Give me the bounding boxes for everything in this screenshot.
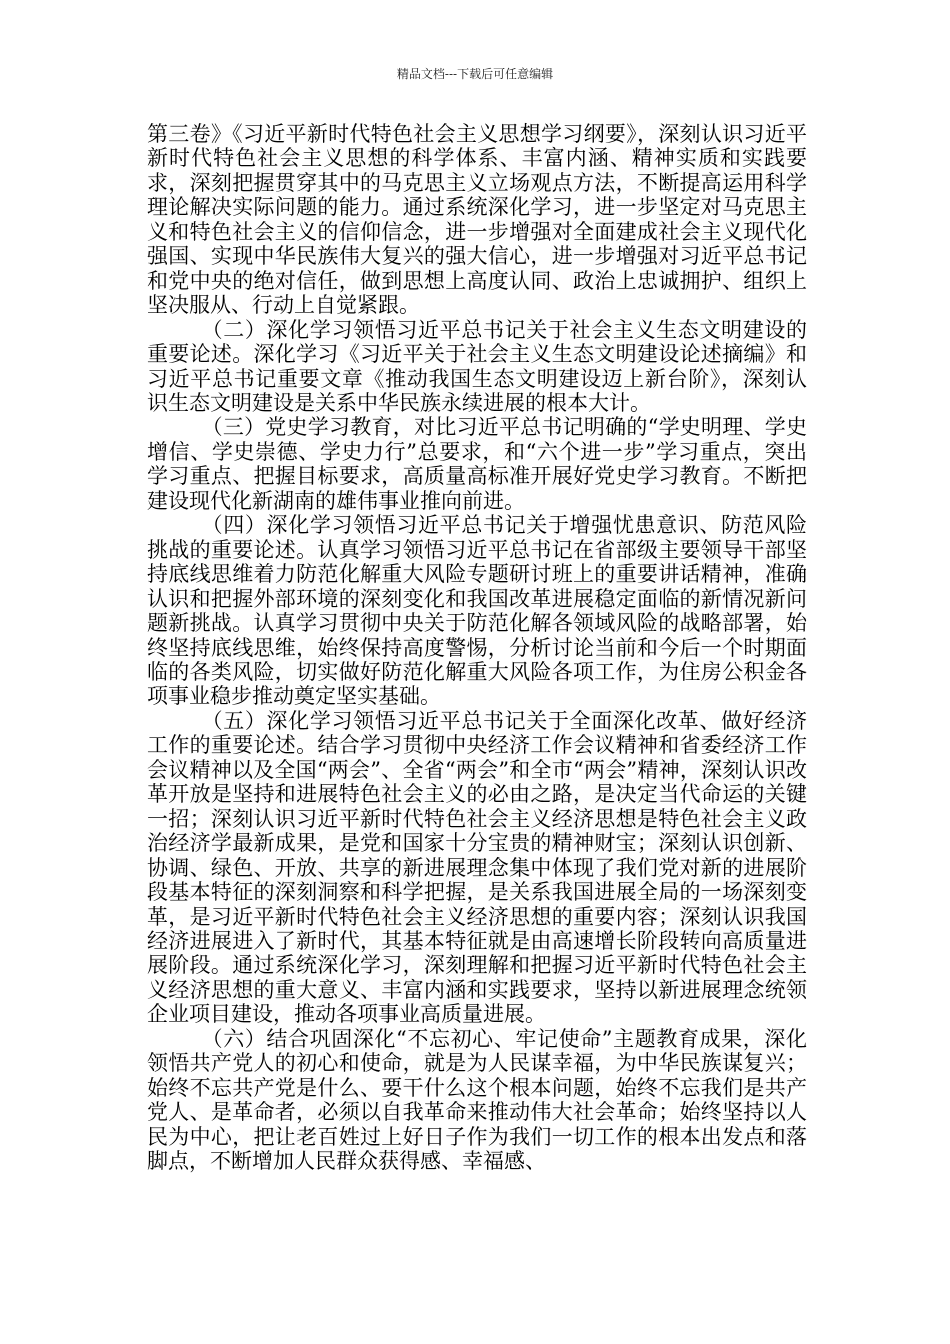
paragraph-5: （五）深化学习领悟习近平总书记关于全面深化改革、做好经济工作的重要论述。结合学习贯彻中央经济工作会议精神和省委经济工作会议精神以及全国“两会”、全省“两会”和全市“两会”精神，深刻认识改革开放是坚持和进展特色社会主义的必由之路，是决定当代命运的关键一招；深刻认识习近平新时代特色社会主义经济思想是特色社会主义政治经济学最新成果，是党和国家十分宝贵的精神财宝；深刻认识创新、协调、绿色、开放、共享的新进展理念集中体现了我们党对新的进展阶段基本特征的深刻洞察和科学把握，是关系我国进展全局的一场深刻变革，是习近平新时代特色社会主义经济思想的重要内容；深刻认识我国经济进展进入了新时代，其基本特征就是由高速增长阶段转向高质量进展阶段。通过系统深化学习，深刻理解和把握习近平新时代特色社会主义经济思想的重大意义、丰富内涵和实践要求，坚持以新进展理念统领企业项目建设，推动各项事业高质量进展。 [147,708,807,1027]
paragraph-4: （四）深化学习领悟习近平总书记关于增强忧患意识、防范风险挑战的重要论述。认真学习领悟习近平总书记在省部级主要领导干部坚持底线思维着力防范化解重大风险专题研讨班上的重要讲话精神，准确认识和把握外部环境的深刻变化和我国改革进展稳定面临的新情况新问题新挑战。认真学习贯彻中央关于防范化解各领域风险的战略部署，始终坚持底线思维，始终保持高度警惕，分析讨论当前和今后一个时期面临的各类风险，切实做好防范化解重大风险各项工作，为住房公积金各项事业稳步推动奠定坚实基础。 [147,513,807,709]
paragraph-1: 第三卷》《习近平新时代特色社会主义思想学习纲要》，深刻认识习近平新时代特色社会主义思想的科学体系、丰富内涵、精神实质和实践要求，深刻把握贯穿其中的马克思主义立场观点方法，不断提高运用科学理论解决实际问题的能力。通过系统深化学习，进一步坚定对马克思主义和特色社会主义的信仰信念，进一步增强对全面建成社会主义现代化强国、实现中华民族伟大复兴的强大信心，进一步增强对习近平总书记和党中央的绝对信任，做到思想上高度认同、政治上忠诚拥护、组织上坚决服从、行动上自觉紧跟。 [147,122,807,318]
paragraph-6: （六）结合巩固深化“不忘初心、牢记使命”主题教育成果，深化领悟共产党人的初心和使命，就是为人民谋幸福，为中华民族谋复兴；始终不忘共产党是什么、要干什么这个根本问题，始终不忘我们是共产党人、是革命者，必须以自我革命来推动伟大社会革命；始终坚持以人民为中心，把让老百姓过上好日子作为我们一切工作的根本出发点和落脚点，不断增加人民群众获得感、幸福感、 [147,1026,807,1174]
paragraph-2: （二）深化学习领悟习近平总书记关于社会主义生态文明建设的重要论述。深化学习《习近平关于社会主义生态文明建设论述摘编》和习近平总书记重要文章《推动我国生态文明建设迈上新台阶》，深刻认识生态文明建设是关系中华民族永续进展的根本大计。 [147,317,807,415]
page-header: 精品文档---下载后可任意编辑 [396,67,554,81]
document-body [147,122,807,1173]
paragraph-3: （三）党史学习教育，对比习近平总书记明确的“学史明理、学史增信、学史崇德、学史力行”总要求，和“六个进一步”学习重点，突出学习重点、把握目标要求，高质量高标准开展好党史学习教育。不断把建设现代化新湖南的雄伟事业推向前进。 [147,415,807,513]
